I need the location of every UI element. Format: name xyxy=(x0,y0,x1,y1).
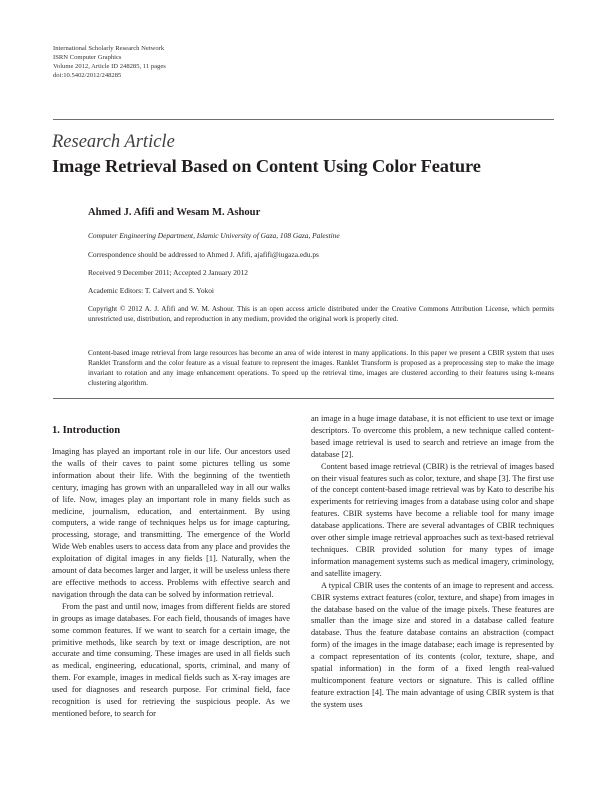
affiliation: Computer Engineering Department, Islamic University of Gaza, 108 Gaza, Palestine xyxy=(88,231,340,240)
paragraph: Content based image retrieval (CBIR) is the retrieval of images based on their visual features such as color, texture, and shape [3]. The first use of the concept content-based image retrieval was by Kato to describe his experiments for retrieving images from a database using color and shape features. CBIR systems have become a reliable tool for many image database applications. There are several advantages of CBIR techniques over other simple image retrieval approaches such as text-based retrieval techniques. CBIR provided solution for many types of image information management systems such as medical imagery, criminology, and satellite imagery. xyxy=(311,461,554,578)
copyright-notice: Copyright © 2012 A. J. Afifi and W. M. Ashour. This is an open access article distributed under the Creative Commons Attribution License, which permits unrestricted use, distribution, and reproduction in any medium, provided the original work is properly cited. xyxy=(88,305,554,323)
abstract: Content-based image retrieval from large resources has become an area of wide interest in many applications. In this paper we present a CBIR system that uses Ranklet Transform and the color feature as a visual feature to represent the images. Ranklet Transform is proposed as a preprocessing step to make the image invariant to rotation and any image enhancement operations. To speed up the retrieval time, images are clustered according to their features using k-means clustering algorithm. xyxy=(88,349,554,387)
paragraph: A typical CBIR uses the contents of an image to represent and access. CBIR systems extract features (color, texture, and shape) from images in the database based on the value of the image pixels. These features are smaller than the image size and stored in a database called feature database. Thus the feature database contains an abstraction (compact form) of the images in the image database; each image is represented by a compact representation of its contents (color, texture, shape, and spatial information) in the form of a fixed length real-valued multicomponent feature vectors or signature. This is called offline feature extraction [4]. The main advantage of using CBIR system is that the system uses xyxy=(311,580,554,709)
abstract-divider xyxy=(53,398,554,399)
header-divider xyxy=(53,119,554,120)
paragraph: Imaging has played an important role in our life. Our ancestors used the walls of their caves to paint some pictures telling us some information about their life. With the beginning of the twentieth century, imaging has grown with an unparalleled way in all our walks of life. Now, images play an important role in many fields such as medicine, journalism, education, and entertainment. By using computers, a wide range of techniques helps us for image capturing, processing, storage, and transmitting. The emergence of the World Wide Web enables users to access data from any place and provides the exploitation of digital images in any fields [1]. Naturally, when the amount of data becomes larger and larger, it will be useless unless there are effective methods to access. Problems with effective search and navigation through the data can be solved by information retrieval. xyxy=(52,447,290,599)
academic-editors: Academic Editors: T. Calvert and S. Yokoi xyxy=(88,286,214,295)
received-dates: Received 9 December 2011; Accepted 2 January 2012 xyxy=(88,268,249,277)
correspondence: Correspondence should be addressed to Ahmed J. Afifi, ajafifi@iugaza.edu.ps xyxy=(88,250,319,259)
journal-title: ISRN Computer Graphics xyxy=(53,54,122,61)
right-column xyxy=(311,413,554,711)
journal-name: International Scholarly Research Network xyxy=(53,45,165,52)
authors: Ahmed J. Afifi and Wesam M. Ashour xyxy=(88,207,261,218)
section-heading: 1. Introduction xyxy=(52,425,121,436)
doi: doi:10.5402/2012/248285 xyxy=(53,72,122,79)
volume-line: Volume 2012, Article ID 248285, 11 pages xyxy=(53,63,166,70)
left-column xyxy=(52,446,290,720)
paragraph: From the past and until now, images from different fields are stored in groups as image databases. For each field, thousands of images have some common features. If we want to search for a certain image, the primitive methods, like search by text or image description, are not accurate and time consuming. These images are used in all fields such as medical, engineering, educational, sports, criminal, and many of them. For example, images in medical fields such as X-ray images are used for diagnoses and research purpose. For criminal field, face recognition is used for retrieving the suspicious people. As we mentioned before, to search for xyxy=(52,601,290,718)
paper-title: Image Retrieval Based on Content Using Color Feature xyxy=(52,156,481,176)
article-type: Research Article xyxy=(52,132,175,152)
paragraph: an image in a huge image database, it is not efficient to use text or image descriptors. To overcome this problem, a new technique called content-based image retrieval is used to search and retrieve an image from the database [2]. xyxy=(311,414,554,459)
journal-header xyxy=(53,44,166,80)
